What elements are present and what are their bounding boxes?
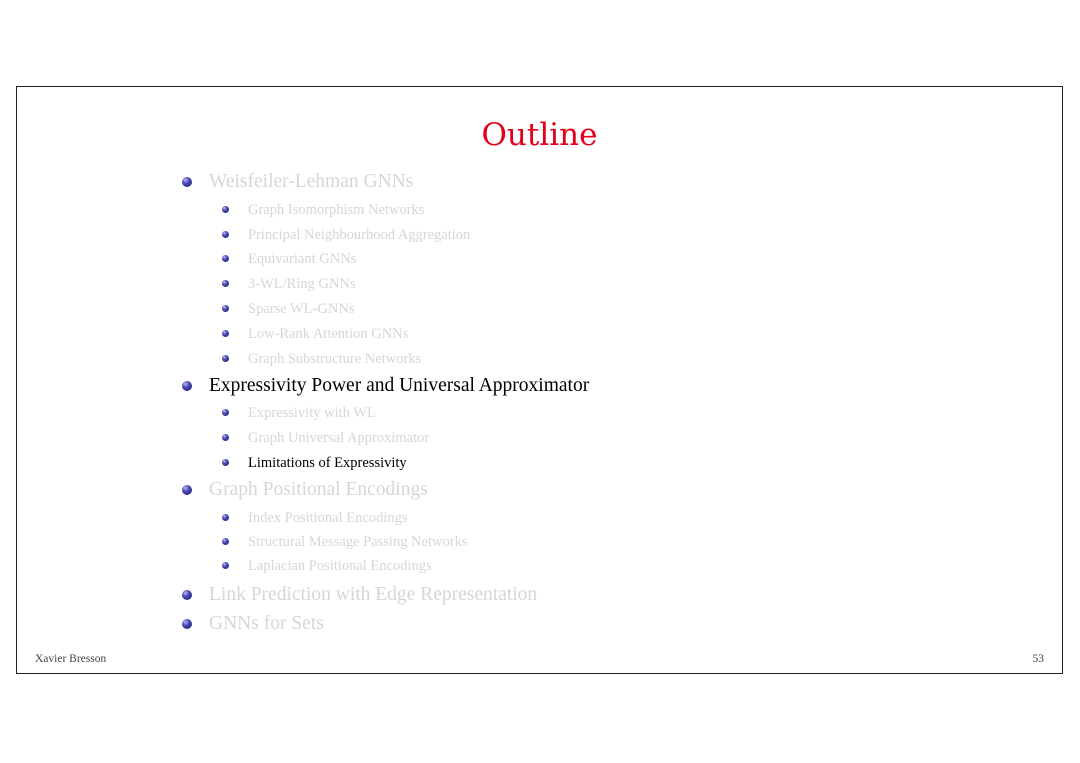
- outline-subsection-label: Low-Rank Attention GNNs: [248, 326, 409, 342]
- page-number: 53: [1032, 653, 1044, 665]
- ball-bullet-icon: [182, 485, 192, 495]
- outline-subsection-smp: [248, 532, 467, 552]
- outline-subsection-gin: [248, 200, 424, 220]
- outline-subsection-label: Sparse WL-GNNs: [248, 301, 355, 317]
- ball-bullet-icon: [222, 409, 229, 416]
- ball-bullet-icon: [182, 177, 192, 187]
- outline-subsection-limitations: [248, 453, 407, 473]
- outline-section-gnns-sets: [209, 612, 324, 636]
- ball-bullet-icon: [182, 619, 192, 629]
- outline-section-label: Expressivity Power and Universal Approximator: [209, 375, 590, 396]
- outline-subsection-label: Principal Neighbourhood Aggregation: [248, 227, 471, 243]
- ball-bullet-icon: [222, 538, 229, 545]
- outline-subsection-universal-approx: [248, 428, 429, 448]
- ball-bullet-icon: [222, 280, 229, 287]
- outline-section-wl-gnns: [209, 170, 413, 194]
- outline-subsection-label: Graph Substructure Networks: [248, 351, 422, 367]
- outline-section-label: GNNs for Sets: [209, 613, 324, 634]
- outline-section-expressivity: [209, 374, 589, 398]
- outline-subsection-label: 3-WL/Ring GNNs: [248, 276, 356, 292]
- outline-section-link-prediction: [209, 583, 537, 607]
- ball-bullet-icon: [222, 355, 229, 362]
- outline-subsection-low-rank: [248, 324, 408, 344]
- slide-frame: [16, 86, 1063, 674]
- outline-subsection-3wl-ring: [248, 274, 356, 294]
- ball-bullet-icon: [222, 562, 229, 569]
- ball-bullet-icon: [222, 255, 229, 262]
- outline-section-label: Weisfeiler-Lehman GNNs: [209, 171, 414, 192]
- ball-bullet-icon: [222, 305, 229, 312]
- outline-subsection-expressivity-wl: [248, 403, 376, 423]
- ball-bullet-icon: [222, 514, 229, 521]
- ball-bullet-icon: [222, 330, 229, 337]
- outline-subsection-index-pe: [248, 508, 408, 528]
- outline-subsection-label: Graph Universal Approximator: [248, 430, 430, 446]
- ball-bullet-icon: [222, 459, 229, 466]
- outline-subsection-label: Limitations of Expressivity: [248, 455, 407, 471]
- outline-list: [17, 87, 1062, 673]
- ball-bullet-icon: [182, 381, 192, 391]
- outline-section-positional-encodings: [209, 478, 428, 502]
- ball-bullet-icon: [222, 231, 229, 238]
- outline-subsection-label: Equivariant GNNs: [248, 251, 357, 267]
- ball-bullet-icon: [222, 206, 229, 213]
- ball-bullet-icon: [222, 434, 229, 441]
- slide-title: Outline: [481, 117, 598, 153]
- outline-subsection-label: Graph Isomorphism Networks: [248, 202, 425, 218]
- outline-subsection-label: Expressivity with WL: [248, 405, 376, 421]
- footer-author: Xavier Bresson: [35, 653, 107, 665]
- outline-subsection-sparse-wl: [248, 299, 354, 319]
- outline-subsection-gsn: [248, 349, 421, 369]
- outline-subsection-laplacian-pe: [248, 556, 432, 576]
- outline-section-label: Graph Positional Encodings: [209, 479, 428, 500]
- outline-section-label: Link Prediction with Edge Representation: [209, 584, 538, 605]
- ball-bullet-icon: [182, 590, 192, 600]
- outline-subsection-label: Index Positional Encodings: [248, 510, 408, 526]
- outline-subsection-equivariant: [248, 249, 356, 269]
- outline-subsection-label: Structural Message Passing Networks: [248, 534, 468, 550]
- outline-subsection-label: Laplacian Positional Encodings: [248, 558, 432, 574]
- outline-subsection-pna: [248, 225, 470, 245]
